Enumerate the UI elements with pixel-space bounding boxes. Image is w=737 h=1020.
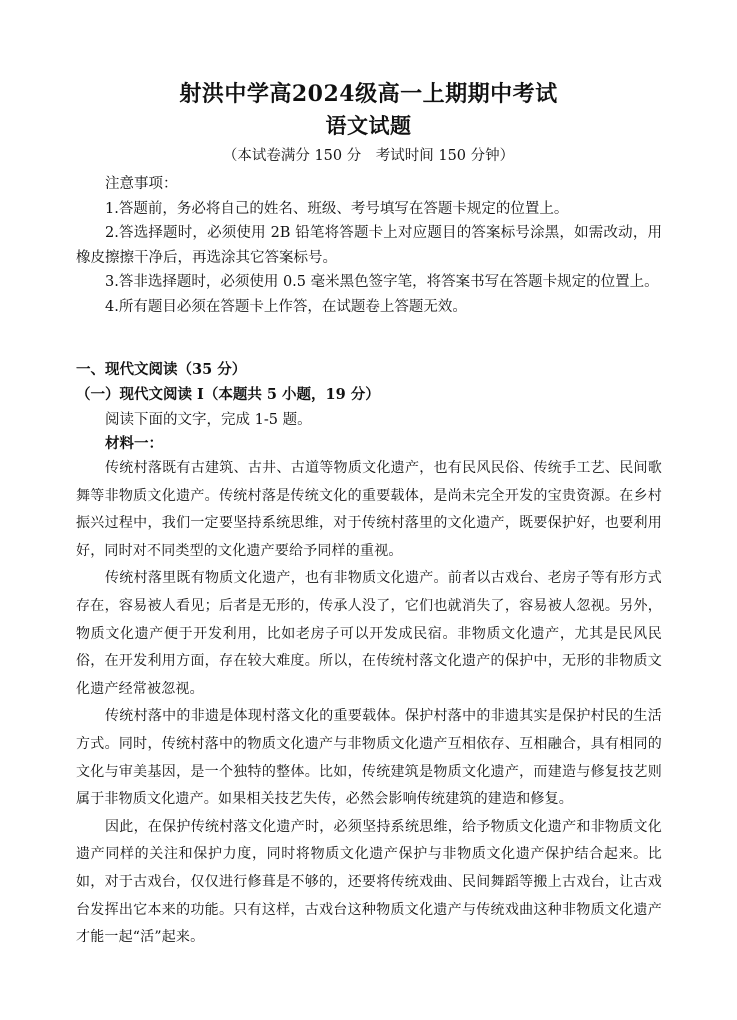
material-paragraph: 传统村落既有古建筑、古井、古道等物质文化遗产，也有民风民俗、传统手工艺、民间歌舞等非物质文化遗产。传统村落是传统文化的重要载体，是尚未完全开发的宝贵资源。在乡村振兴过程中，我们一定要坚持系统思维，对于传统村落里的文化遗产，既要保护好，也要利用好，同时对不同类型的文化遗产要给予同样的重视。: [76, 460, 662, 559]
notice-section: [76, 172, 662, 319]
material-label: 材料一：: [105, 435, 163, 452]
material-paragraph: 传统村落中的非遗是体现村落文化的重要载体。保护村落中的非遗其实是保护村民的生活方式。同时，传统村落中的物质文化遗产与非物质文化遗产互相依存、互相融合，具有相同的文化与审美基因，是一个独特的整体。比如，传统建筑是物质文化遗产，而建造与修复技艺则属于非物质文化遗产。如果相关技艺失传，必然会影响传统建筑的建造和修复。: [76, 708, 662, 808]
reading-instruction: 阅读下面的文字，完成 1-5 题。: [105, 412, 312, 428]
exam-subtitle: （本试卷满分 150 分 考试时间 150 分钟）: [222, 148, 515, 164]
material-paragraph: 传统村落里既有物质文化遗产，也有非物质文化遗产。前者以古戏台、老房子等有形方式存在，容易被人看见；后者是无形的，传承人没了，它们也就消失了，容易被人忽视。另外，物质文化遗产便于开发利用，比如老房子可以开发成民宿。非物质文化遗产，尤其是民风民俗，在开发利用方面，存在较大难度。所以，在传统村落文化遗产的保护中，无形的非物质文化遗产经常被忽视。: [76, 570, 662, 697]
material-text: [76, 455, 662, 952]
notice-item-1: 1.答题前，务必将自己的姓名、班级、考号填写在答题卡规定的位置上。: [105, 200, 569, 217]
notice-heading: 注意事项：: [105, 176, 178, 192]
notice-item-3: 3.答非选择题时，必须使用 0.5 毫米黑色签字笔，将答案书写在答题卡规定的位置上。: [105, 274, 659, 290]
material-paragraph: 因此，在保护传统村落文化遗产时，必须坚持系统思维，给予物质文化遗产和非物质文化遗产同样的关注和保护力度，同时将物质文化遗产保护与非物质文化遗产保护结合起来。比如，对于古戏台，仅仅进行修葺是不够的，还要将传统戏曲、民间舞蹈等搬上古戏台，让古戏台发挥出它本来的功能。只有这样，古戏台这种物质文化遗产与传统戏曲这种非物质文化遗产才能一起“活”起来。: [76, 818, 662, 946]
sub-section-heading: （一）现代文阅读 I（本题共 5 小题，19 分）: [76, 386, 380, 403]
subject-title: 语文试题: [325, 113, 412, 138]
exam-title: 射洪中学高2024级高一上期期中考试: [179, 81, 558, 107]
notice-item-4: 4.所有题目必须在答题卡上作答，在试题卷上答题无效。: [105, 298, 467, 315]
section-heading: 一、现代文阅读（35 分）: [76, 361, 247, 378]
notice-item-2: 2.答选择题时，必须使用 2B 铅笔将答题卡上对应题目的答案标号涂黑，如需改动，用橡皮擦擦干净后，再选涂其它答案标号。: [76, 225, 662, 266]
